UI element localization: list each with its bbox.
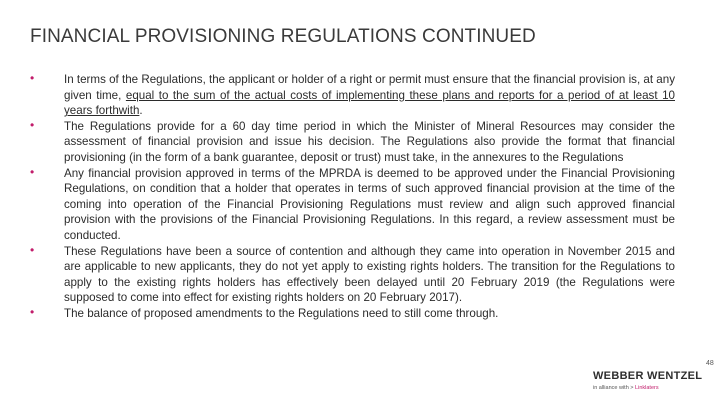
brand-name: WEBBER WENTZEL xyxy=(593,370,703,382)
slide-title: FINANCIAL PROVISIONING REGULATIONS CONTINUED xyxy=(30,26,536,47)
brand-logo xyxy=(593,370,703,391)
bullet-text: In terms of the Regulations, the applicant or holder of a right or permit must ensure that the financial provision is, at any given time, xyxy=(64,73,675,102)
brand-tagline-alliance: Linklaters xyxy=(635,385,659,391)
bullet-item xyxy=(30,119,675,166)
bullet-icon: • xyxy=(30,117,35,132)
bullet-text-underlined: equal to the sum of the actual costs of implementing these plans and reports for a period of at least 10 years forthwith xyxy=(64,88,675,118)
bullet-item xyxy=(30,244,675,306)
bullet-text: Any financial provision approved in terms of the MPRDA is deemed to be approved under the Financial Provisioning Regulations, on condition that a holder that operates in terms of such approved financial provision at the time of the coming into operation of the Financial Provisioning Regulations must review and align such approved financial provision with the provisions of the Financial Provisioning Regulations. In this regard, a review assessment must be conducted. xyxy=(64,166,675,242)
bullet-text: . xyxy=(139,104,143,118)
bullet-text: The balance of proposed amendments to the Regulations need to still come through. xyxy=(64,306,499,320)
bullet-icon: • xyxy=(30,242,35,257)
bullet-icon: • xyxy=(30,304,35,319)
bullet-item xyxy=(30,166,675,244)
page-number: 48 xyxy=(706,360,714,367)
bullet-text: The Regulations provide for a 60 day time period in which the Minister of Mineral Resources may consider the assessment of financial provision and issue his decision. The Regulations also provide the format that financial provisioning (in the form of a bank guarantee, deposit or trust) must take, in the annexures to the Regulations xyxy=(64,119,675,164)
bullet-icon: • xyxy=(30,164,35,179)
bullet-item xyxy=(30,306,675,322)
brand-tagline xyxy=(593,385,703,391)
bullet-text: These Regulations have been a source of contention and although they came into operation in November 2015 and are applicable to new applicants, they do not yet apply to existing rights holders. The transition for the Regulations to apply to the existing rights holders has effectively been delayed until 20 February 2019 (the Regulations were supposed to come into effect for existing rights holders on 20 February 2017). xyxy=(64,244,675,305)
brand-tagline-prefix: in alliance with > xyxy=(593,385,634,391)
bullet-item xyxy=(30,72,675,119)
bullet-icon: • xyxy=(30,71,35,85)
bullet-list xyxy=(30,72,675,322)
